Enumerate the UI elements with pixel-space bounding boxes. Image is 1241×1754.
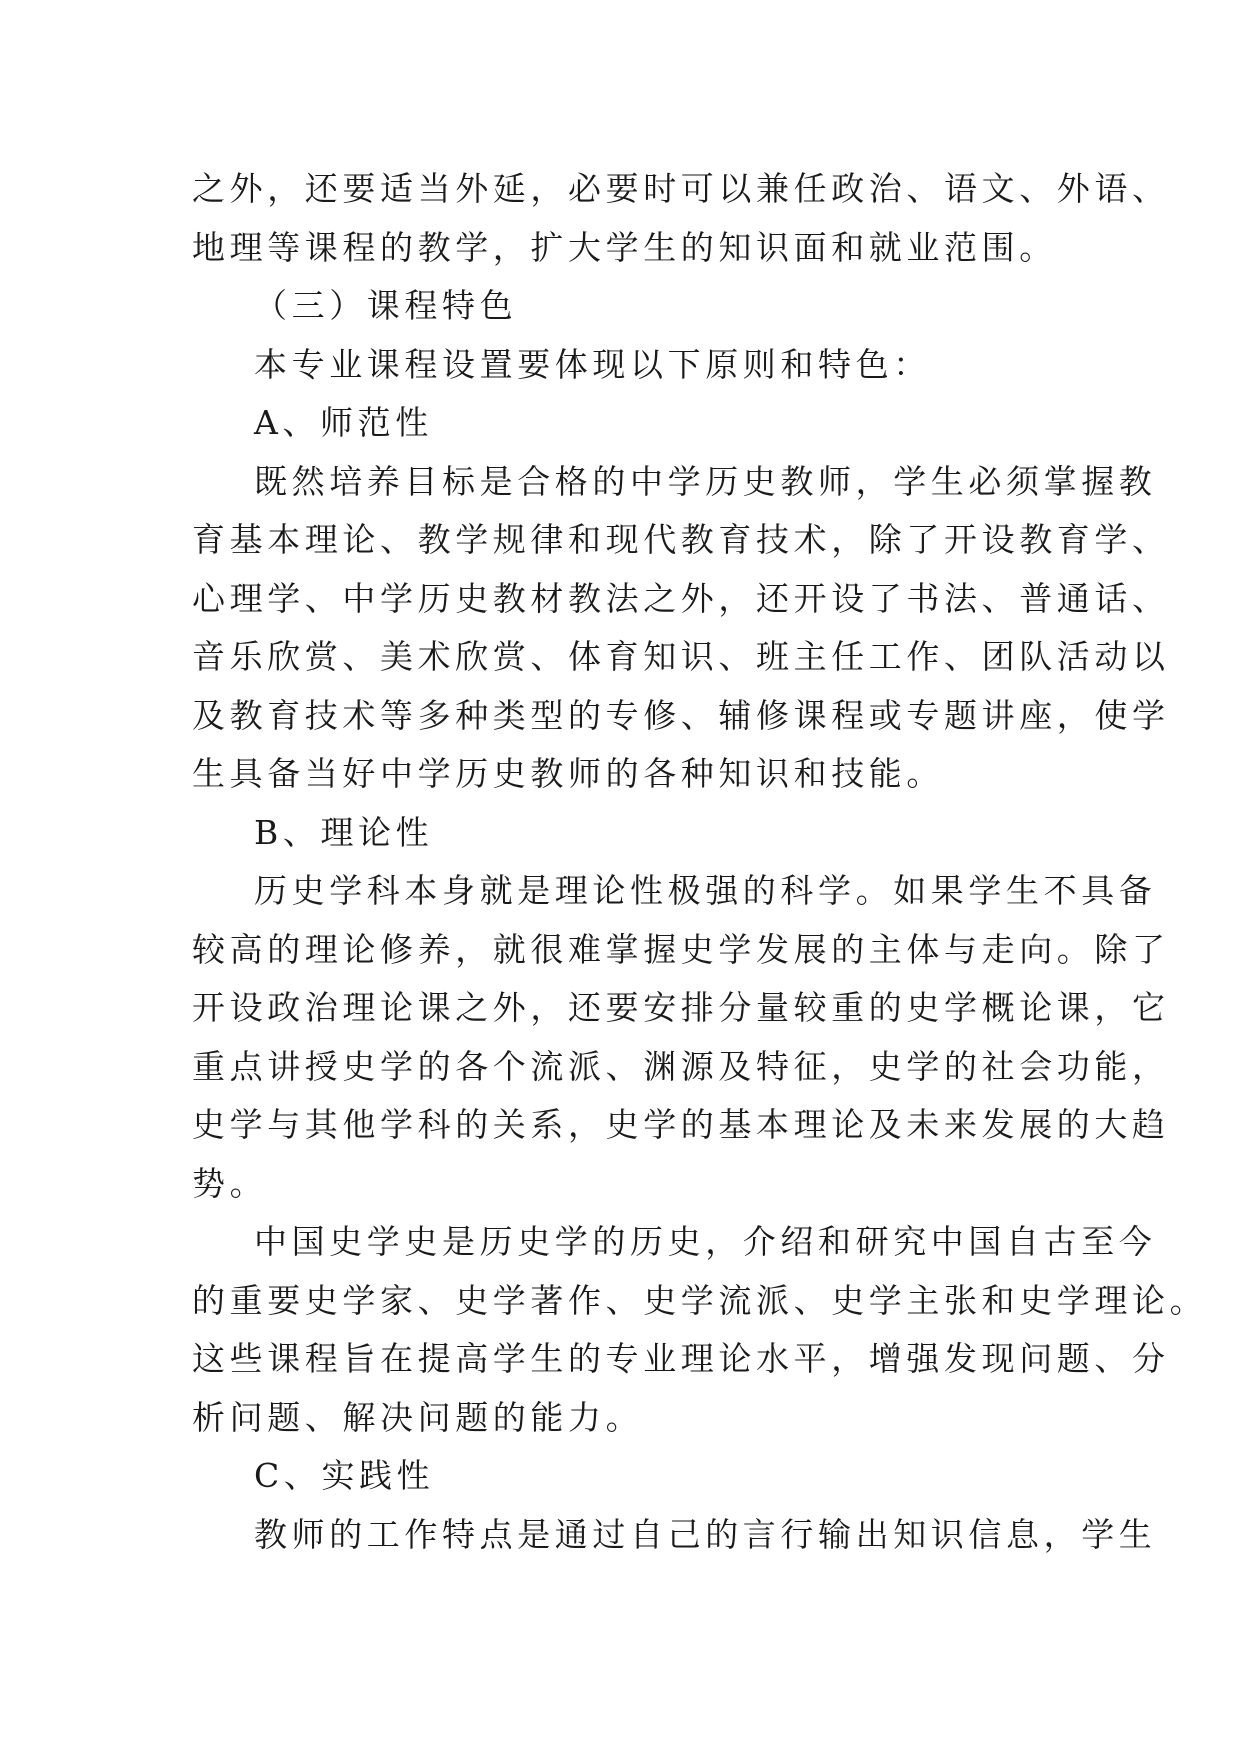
section-heading: （三）课程特色 (254, 286, 518, 325)
text-line: 史学与其他学科的关系，史学的基本理论及未来发展的大趋 (192, 1105, 1170, 1144)
text-line: 中国史学史是历史学的历史，介绍和研究中国自古至今 (254, 1222, 1157, 1261)
text-line: 音乐欣赏、美术欣赏、体育知识、班主任工作、团队活动以 (192, 637, 1170, 676)
text-line: 这些课程旨在提高学生的专业理论水平，增强发现问题、分 (192, 1339, 1170, 1378)
text-line: 之外，还要适当外延，必要时可以兼任政治、语文、外语、 (192, 169, 1170, 208)
text-line: 教师的工作特点是通过自己的言行输出知识信息，学生 (254, 1514, 1157, 1554)
text-line: 心理学、中学历史教材教法之外，还开设了书法、普通话、 (192, 578, 1170, 618)
text-line: 地理等课程的教学，扩大学生的知识面和就业范围。 (192, 227, 1057, 267)
subsection-heading: C、实践性 (254, 1456, 435, 1495)
text-line: 重点讲授史学的各个流派、渊源及特征，史学的社会功能， (192, 1046, 1170, 1086)
subsection-heading: A、师范性 (254, 403, 433, 442)
text-line: 析问题、解决问题的能力。 (192, 1397, 644, 1437)
text-line: 及教育技术等多种类型的专修、辅修课程或专题讲座，使学 (192, 695, 1170, 735)
text-line: 势。 (192, 1163, 268, 1203)
text-line: 历史学科本身就是理论性极强的科学。如果学生不具备 (254, 871, 1157, 910)
text-line: 生具备当好中学历史教师的各种知识和技能。 (192, 754, 944, 793)
text-line: 本专业课程设置要体现以下原则和特色： (254, 344, 931, 384)
body-text (192, 160, 1208, 1564)
text-line: 的重要史学家、史学著作、史学流派、史学主张和史学理论。 (192, 1280, 1208, 1320)
text-line: 既然培养目标是合格的中学历史教师，学生必须掌握教 (254, 461, 1157, 501)
text-line: 开设政治理论课之外，还要安排分量较重的史学概论课，它 (192, 988, 1170, 1027)
subsection-heading: B、理论性 (254, 812, 434, 852)
text-line: 较高的理论修养，就很难掌握史学发展的主体与走向。除了 (192, 929, 1170, 969)
text-line: 育基本理论、教学规律和现代教育技术，除了开设教育学、 (192, 520, 1170, 559)
